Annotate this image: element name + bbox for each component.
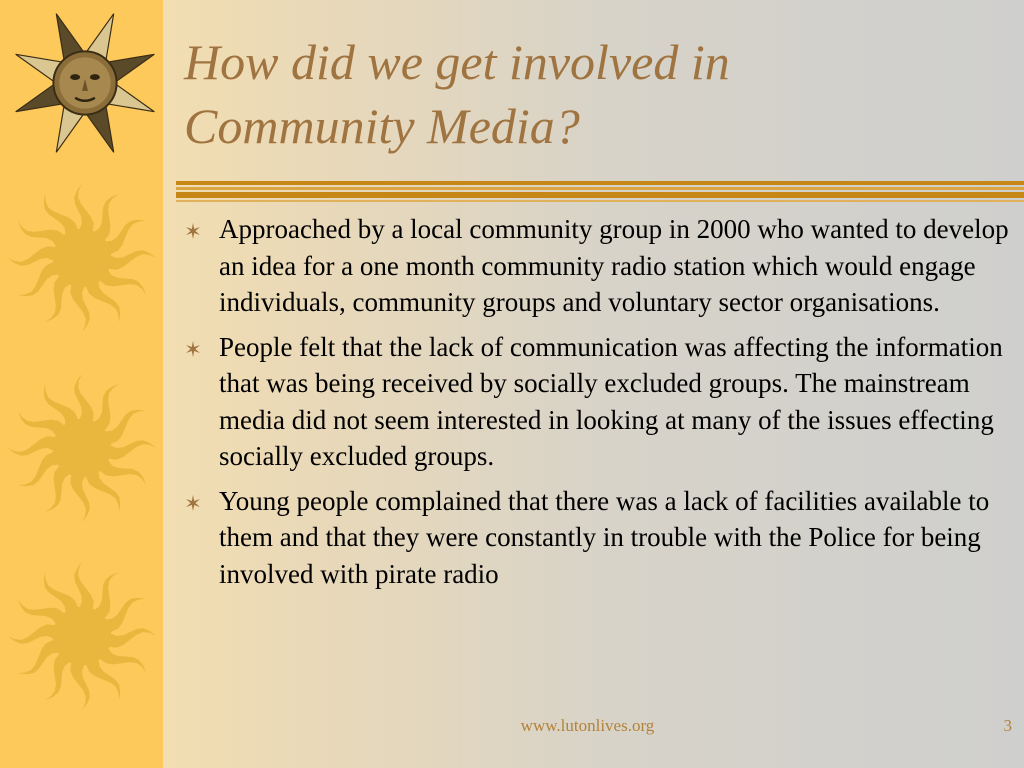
six-point-star-icon — [184, 494, 202, 512]
sun-icon — [4, 558, 160, 714]
title-line-2: Community Media? — [184, 98, 580, 154]
title-line-1: How did we get involved in — [184, 34, 730, 90]
sun-icon — [4, 180, 160, 336]
title-divider — [176, 181, 1024, 205]
bullet-text: Young people complained that there was a lack of facilities available to them and that they were constantly in trouble with the Police for being involved with pirate radio — [219, 485, 990, 589]
bullet-item — [184, 329, 1014, 475]
page-number: 3 — [1003, 716, 1012, 735]
footer-url: www.lutonlives.org — [520, 716, 655, 735]
bullet-list — [184, 211, 1014, 600]
bullet-item — [184, 211, 1014, 321]
bullet-text: Approached by a local community group in 2000 who wanted to develop an idea for a one month community radio station which would engage individuals, community groups and voluntary sector organisations. — [219, 214, 1009, 317]
bullet-item — [184, 483, 1014, 593]
bullet-text: People felt that the lack of communication was affecting the information that was being received by socially excluded groups. The mainstream media did not seem interested in looking at many of the issues effecting socially excluded groups. — [219, 331, 1003, 471]
sun-face-icon — [6, 4, 164, 162]
slide-title — [184, 30, 1004, 158]
sun-icon — [4, 370, 160, 526]
six-point-star-icon — [184, 222, 202, 240]
decorative-side-strip — [0, 0, 163, 768]
six-point-star-icon — [184, 340, 202, 358]
